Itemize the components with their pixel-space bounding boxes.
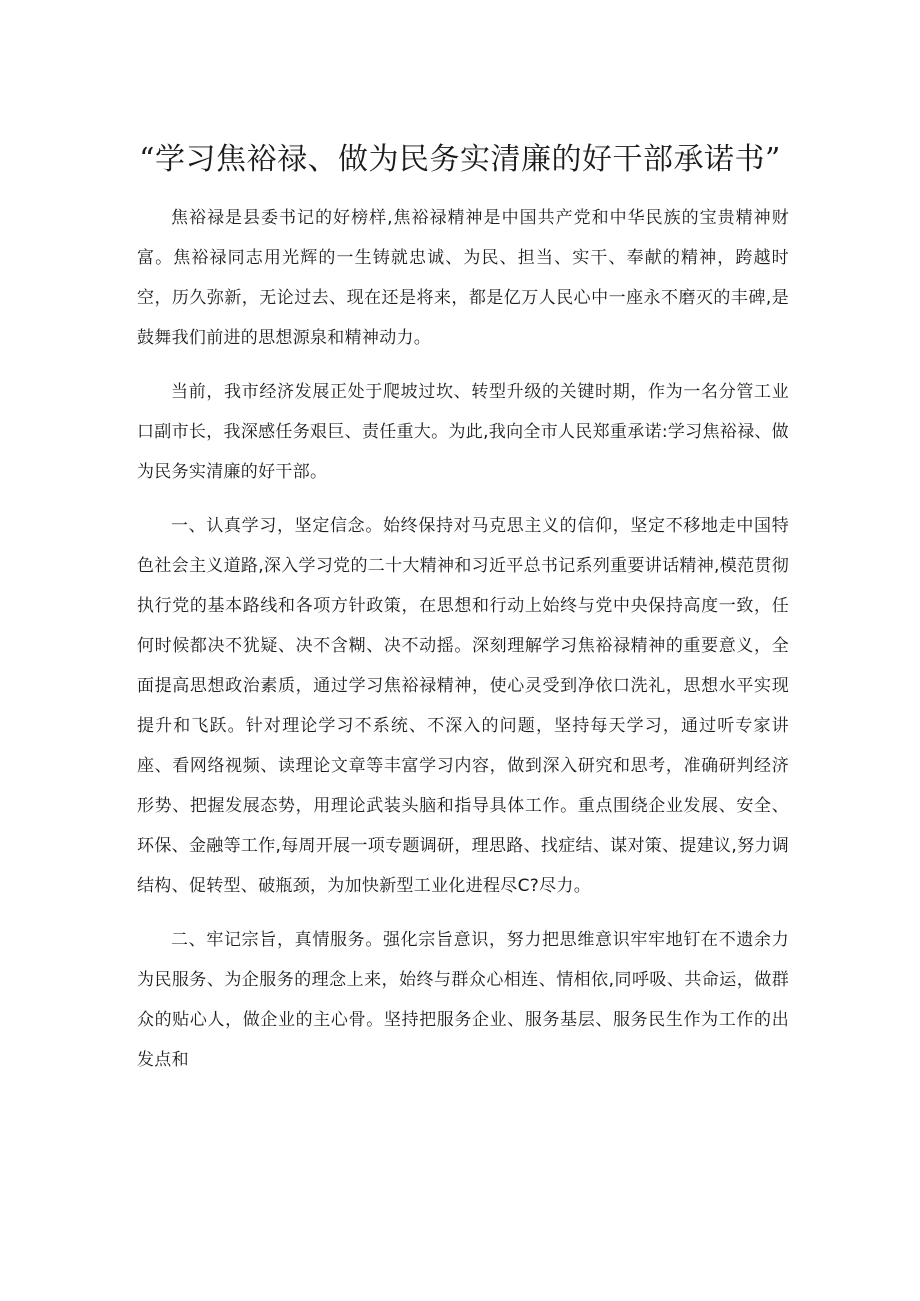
paragraph-section-2: 二、牢记宗旨，真情服务。强化宗旨意识，努力把思维意识牢牢地钉在不遗余力为民服务、为企服务的理念上来，始终与群众心相连、情相依,同呼吸、共命运，做群众的贴心人，做企业的主心骨。坚持把服务企业、服务基层、服务民生作为工作的出发点和 (137, 930, 789, 1070)
document-body (137, 198, 789, 1094)
paragraph-section-1: 一、认真学习，坚定信念。始终保持对马克思主义的信仰，坚定不移地走中国特色社会主义道路,深入学习党的二十大精神和习近平总书记系列重要讲话精神,模范贯彻执行党的基本路线和各项方针政策，在思想和行动上始终与党中央保持高度一致，任何时候都决不犹疑、决不含糊、决不动摇。深刻理解学习焦裕禄精神的重要意义，全面提高思想政治素质，通过学习焦裕禄精神，使心灵受到净依口洗礼，思想水平实现提升和飞跃。针对理论学习不系统、不深入的问题，坚持每天学习，通过听专家讲座、看网络视频、读理论文章等丰富学习内容，做到深入研究和思考，准确研判经济形势、把握发展态势，用理论武装头脑和指导具体工作。重点围绕企业发展、安全、环保、金融等工作,每周开展一项专题调研，理思路、找症结、谋对策、提建议,努力调结构、促转型、破瓶颈，为加快新型工业化进程尽C?尽力。 (137, 516, 789, 896)
paragraph-pledge: 当前，我市经济发展正处于爬坡过坎、转型升级的关键时期，作为一名分管工业口副市长，我深感任务艰巨、责任重大。为此,我向全市人民郑重承诺:学习焦裕禄、做为民务实清廉的好干部。 (137, 382, 789, 482)
document-title: “学习焦裕禄、做为民务实清廉的好干部承诺书” (139, 142, 781, 177)
paragraph-intro: 焦裕禄是县委书记的好榜样,焦裕禄精神是中国共产党和中华民族的宝贵精神财富。焦裕禄同志用光辉的一生铸就忠诚、为民、担当、实干、奉献的精神，跨越时空，历久弥新，无论过去、现在还是将来，都是亿万人民心中一座永不磨灭的丰碑,是鼓舞我们前进的思想源泉和精神动力。 (137, 208, 789, 348)
